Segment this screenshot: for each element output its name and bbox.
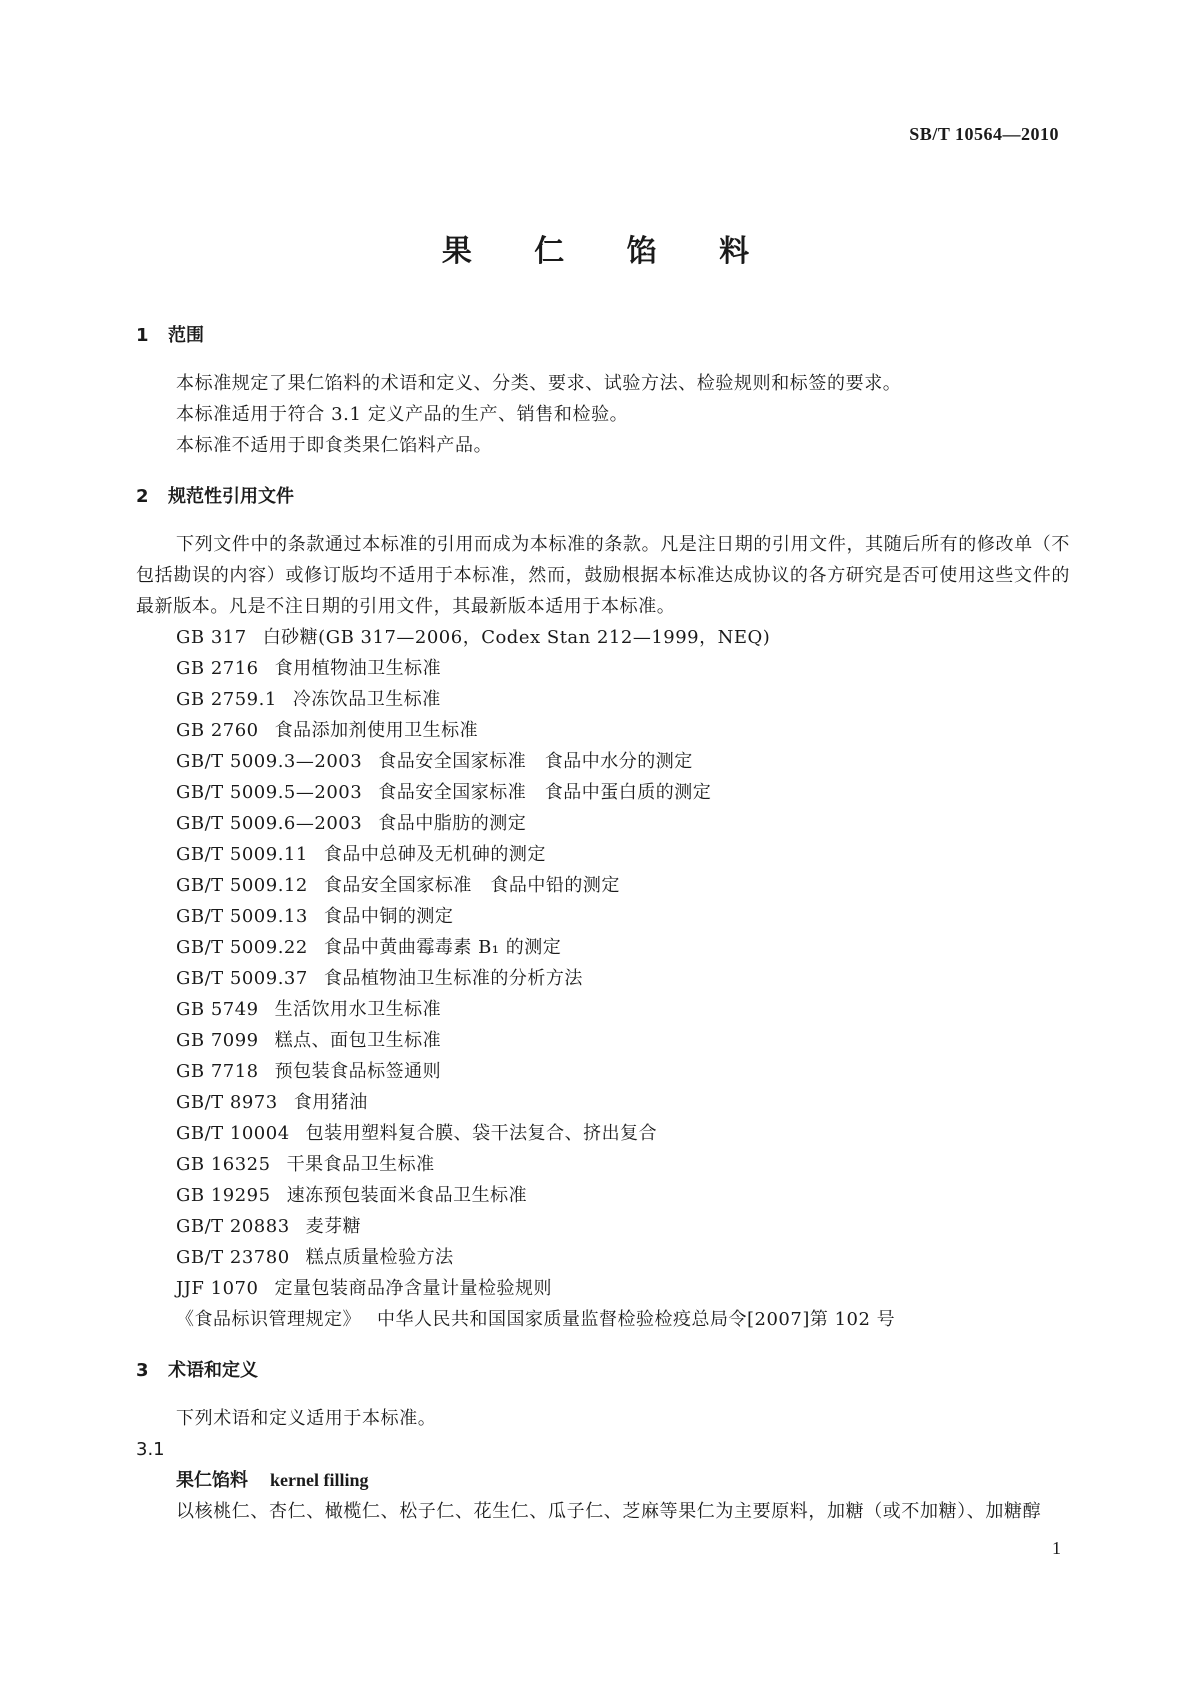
reference-title: 生活饮用水卫生标准	[274, 999, 442, 1020]
reference-title: 速冻预包装面米食品卫生标准	[286, 1185, 528, 1206]
section-number: 3	[136, 1360, 149, 1381]
paragraph: 本标准适用于符合 3.1 定义产品的生产、销售和检验。	[176, 404, 629, 425]
reference-item	[136, 1118, 1070, 1149]
reference-code: GB 7099	[176, 1030, 259, 1051]
section-heading	[136, 483, 1070, 511]
reference-code: GB/T 8973	[176, 1092, 278, 1113]
reference-item	[136, 963, 1070, 994]
reference-item	[136, 746, 1070, 777]
reference-title: 中华人民共和国国家质量监督检验检疫总局令[2007]第 102 号	[377, 1309, 896, 1330]
section-heading	[136, 322, 1070, 350]
reference-title: 食品安全国家标准 食品中水分的测定	[378, 751, 693, 772]
reference-list	[136, 622, 1070, 1335]
document-title: 果 仁 馅 料	[441, 234, 776, 269]
reference-code: GB 16325	[176, 1154, 271, 1175]
reference-code: GB 19295	[176, 1185, 271, 1206]
reference-code: GB/T 5009.13	[176, 906, 308, 927]
reference-item	[136, 932, 1070, 963]
reference-item	[136, 1304, 1070, 1335]
term-definition: 以核桃仁、杏仁、橄榄仁、松子仁、花生仁、瓜子仁、芝麻等果仁为主要原料，加糖（或不加糖）、加糖醇	[176, 1501, 1042, 1522]
reference-item	[136, 808, 1070, 839]
reference-item	[136, 653, 1070, 684]
reference-title: 食品中总砷及无机砷的测定	[323, 844, 546, 865]
term-english: kernel filling	[270, 1470, 369, 1490]
paragraph: 下列术语和定义适用于本标准。	[176, 1408, 437, 1429]
reference-item	[136, 994, 1070, 1025]
section-number: 2	[136, 486, 149, 507]
reference-title: 食品植物油卫生标准的分析方法	[323, 968, 583, 989]
reference-code: GB/T 20883	[176, 1216, 290, 1237]
reference-item	[136, 715, 1070, 746]
reference-item	[136, 684, 1070, 715]
reference-title: 糕点质量检验方法	[305, 1247, 454, 1268]
reference-title: 食品安全国家标准 食品中蛋白质的测定	[378, 782, 712, 803]
reference-item	[136, 1211, 1070, 1242]
reference-code: GB 2760	[176, 720, 259, 741]
reference-title: 食用植物油卫生标准	[274, 658, 442, 679]
reference-item	[136, 839, 1070, 870]
reference-title: 食品中铜的测定	[323, 906, 454, 927]
paragraph: 下列文件中的条款通过本标准的引用而成为本标准的条款。凡是注日期的引用文件，其随后所有的修改单（不包括勘误的内容）或修订版均不适用于本标准，然而，鼓励根据本标准达成协议的各方研究是否可使用这些文件的最新版本。凡是不注日期的引用文件，其最新版本适用于本标准。	[136, 534, 1070, 617]
reference-item	[136, 1242, 1070, 1273]
reference-code: GB/T 10004	[176, 1123, 290, 1144]
reference-code: GB/T 5009.11	[176, 844, 308, 865]
reference-code: GB 2759.1	[176, 689, 277, 710]
reference-title: 食用猪油	[293, 1092, 368, 1113]
reference-title: 冷冻饮品卫生标准	[292, 689, 441, 710]
reference-code: GB/T 5009.37	[176, 968, 308, 989]
paragraph: 本标准不适用于即食类果仁馅料产品。	[176, 435, 493, 456]
reference-code: GB 5749	[176, 999, 259, 1020]
reference-item	[136, 777, 1070, 808]
reference-title: 干果食品卫生标准	[286, 1154, 435, 1175]
section-scope	[136, 322, 1070, 461]
paragraph: 本标准规定了果仁馅料的术语和定义、分类、要求、试验方法、检验规则和标签的要求。	[176, 373, 902, 394]
reference-title: 食品中黄曲霉毒素 B₁ 的测定	[323, 937, 562, 958]
reference-code: GB/T 5009.3—2003	[176, 751, 363, 772]
section-heading	[136, 1357, 1070, 1385]
reference-title: 食品中脂肪的测定	[378, 813, 527, 834]
reference-item	[136, 1149, 1070, 1180]
reference-item	[136, 1180, 1070, 1211]
section-number: 1	[136, 325, 149, 346]
term-chinese: 果仁馅料	[176, 1470, 248, 1491]
reference-item	[136, 1025, 1070, 1056]
reference-code: 《食品标识管理规定》	[176, 1309, 361, 1330]
reference-code: GB/T 23780	[176, 1247, 290, 1268]
reference-title: 包装用塑料复合膜、袋干法复合、挤出复合	[305, 1123, 658, 1144]
reference-item	[136, 901, 1070, 932]
reference-title: 白砂糖(GB 317—2006，Codex Stan 212—1999，NEQ)	[262, 627, 771, 648]
document-body	[136, 322, 1070, 1527]
section-terms-definitions	[136, 1357, 1070, 1527]
reference-title: 麦芽糖	[305, 1216, 362, 1237]
reference-item	[136, 870, 1070, 901]
reference-item	[136, 622, 1070, 653]
reference-title: 食品添加剂使用卫生标准	[274, 720, 479, 741]
section-normative-references	[136, 483, 1070, 1335]
reference-code: GB/T 5009.12	[176, 875, 308, 896]
reference-title: 糕点、面包卫生标准	[274, 1030, 442, 1051]
page-number: 1	[1052, 1538, 1061, 1558]
reference-item	[136, 1087, 1070, 1118]
reference-code: GB/T 5009.22	[176, 937, 308, 958]
reference-code: GB 7718	[176, 1061, 259, 1082]
standard-code: SB/T 10564—2010	[909, 124, 1059, 144]
reference-code: GB 317	[176, 627, 247, 648]
reference-item	[136, 1056, 1070, 1087]
term-entry	[136, 1465, 1070, 1496]
reference-title: 定量包装商品净含量计量检验规则	[274, 1278, 552, 1299]
reference-item	[136, 1273, 1070, 1304]
reference-code: JJF 1070	[176, 1278, 259, 1299]
section-title: 术语和定义	[168, 1360, 258, 1381]
subclause-number: 3.1	[136, 1439, 165, 1460]
reference-title: 预包装食品标签通则	[274, 1061, 442, 1082]
section-title: 范围	[168, 325, 204, 346]
section-title: 规范性引用文件	[168, 486, 294, 507]
reference-code: GB/T 5009.5—2003	[176, 782, 363, 803]
reference-code: GB 2716	[176, 658, 259, 679]
reference-title: 食品安全国家标准 食品中铅的测定	[323, 875, 620, 896]
reference-code: GB/T 5009.6—2003	[176, 813, 363, 834]
